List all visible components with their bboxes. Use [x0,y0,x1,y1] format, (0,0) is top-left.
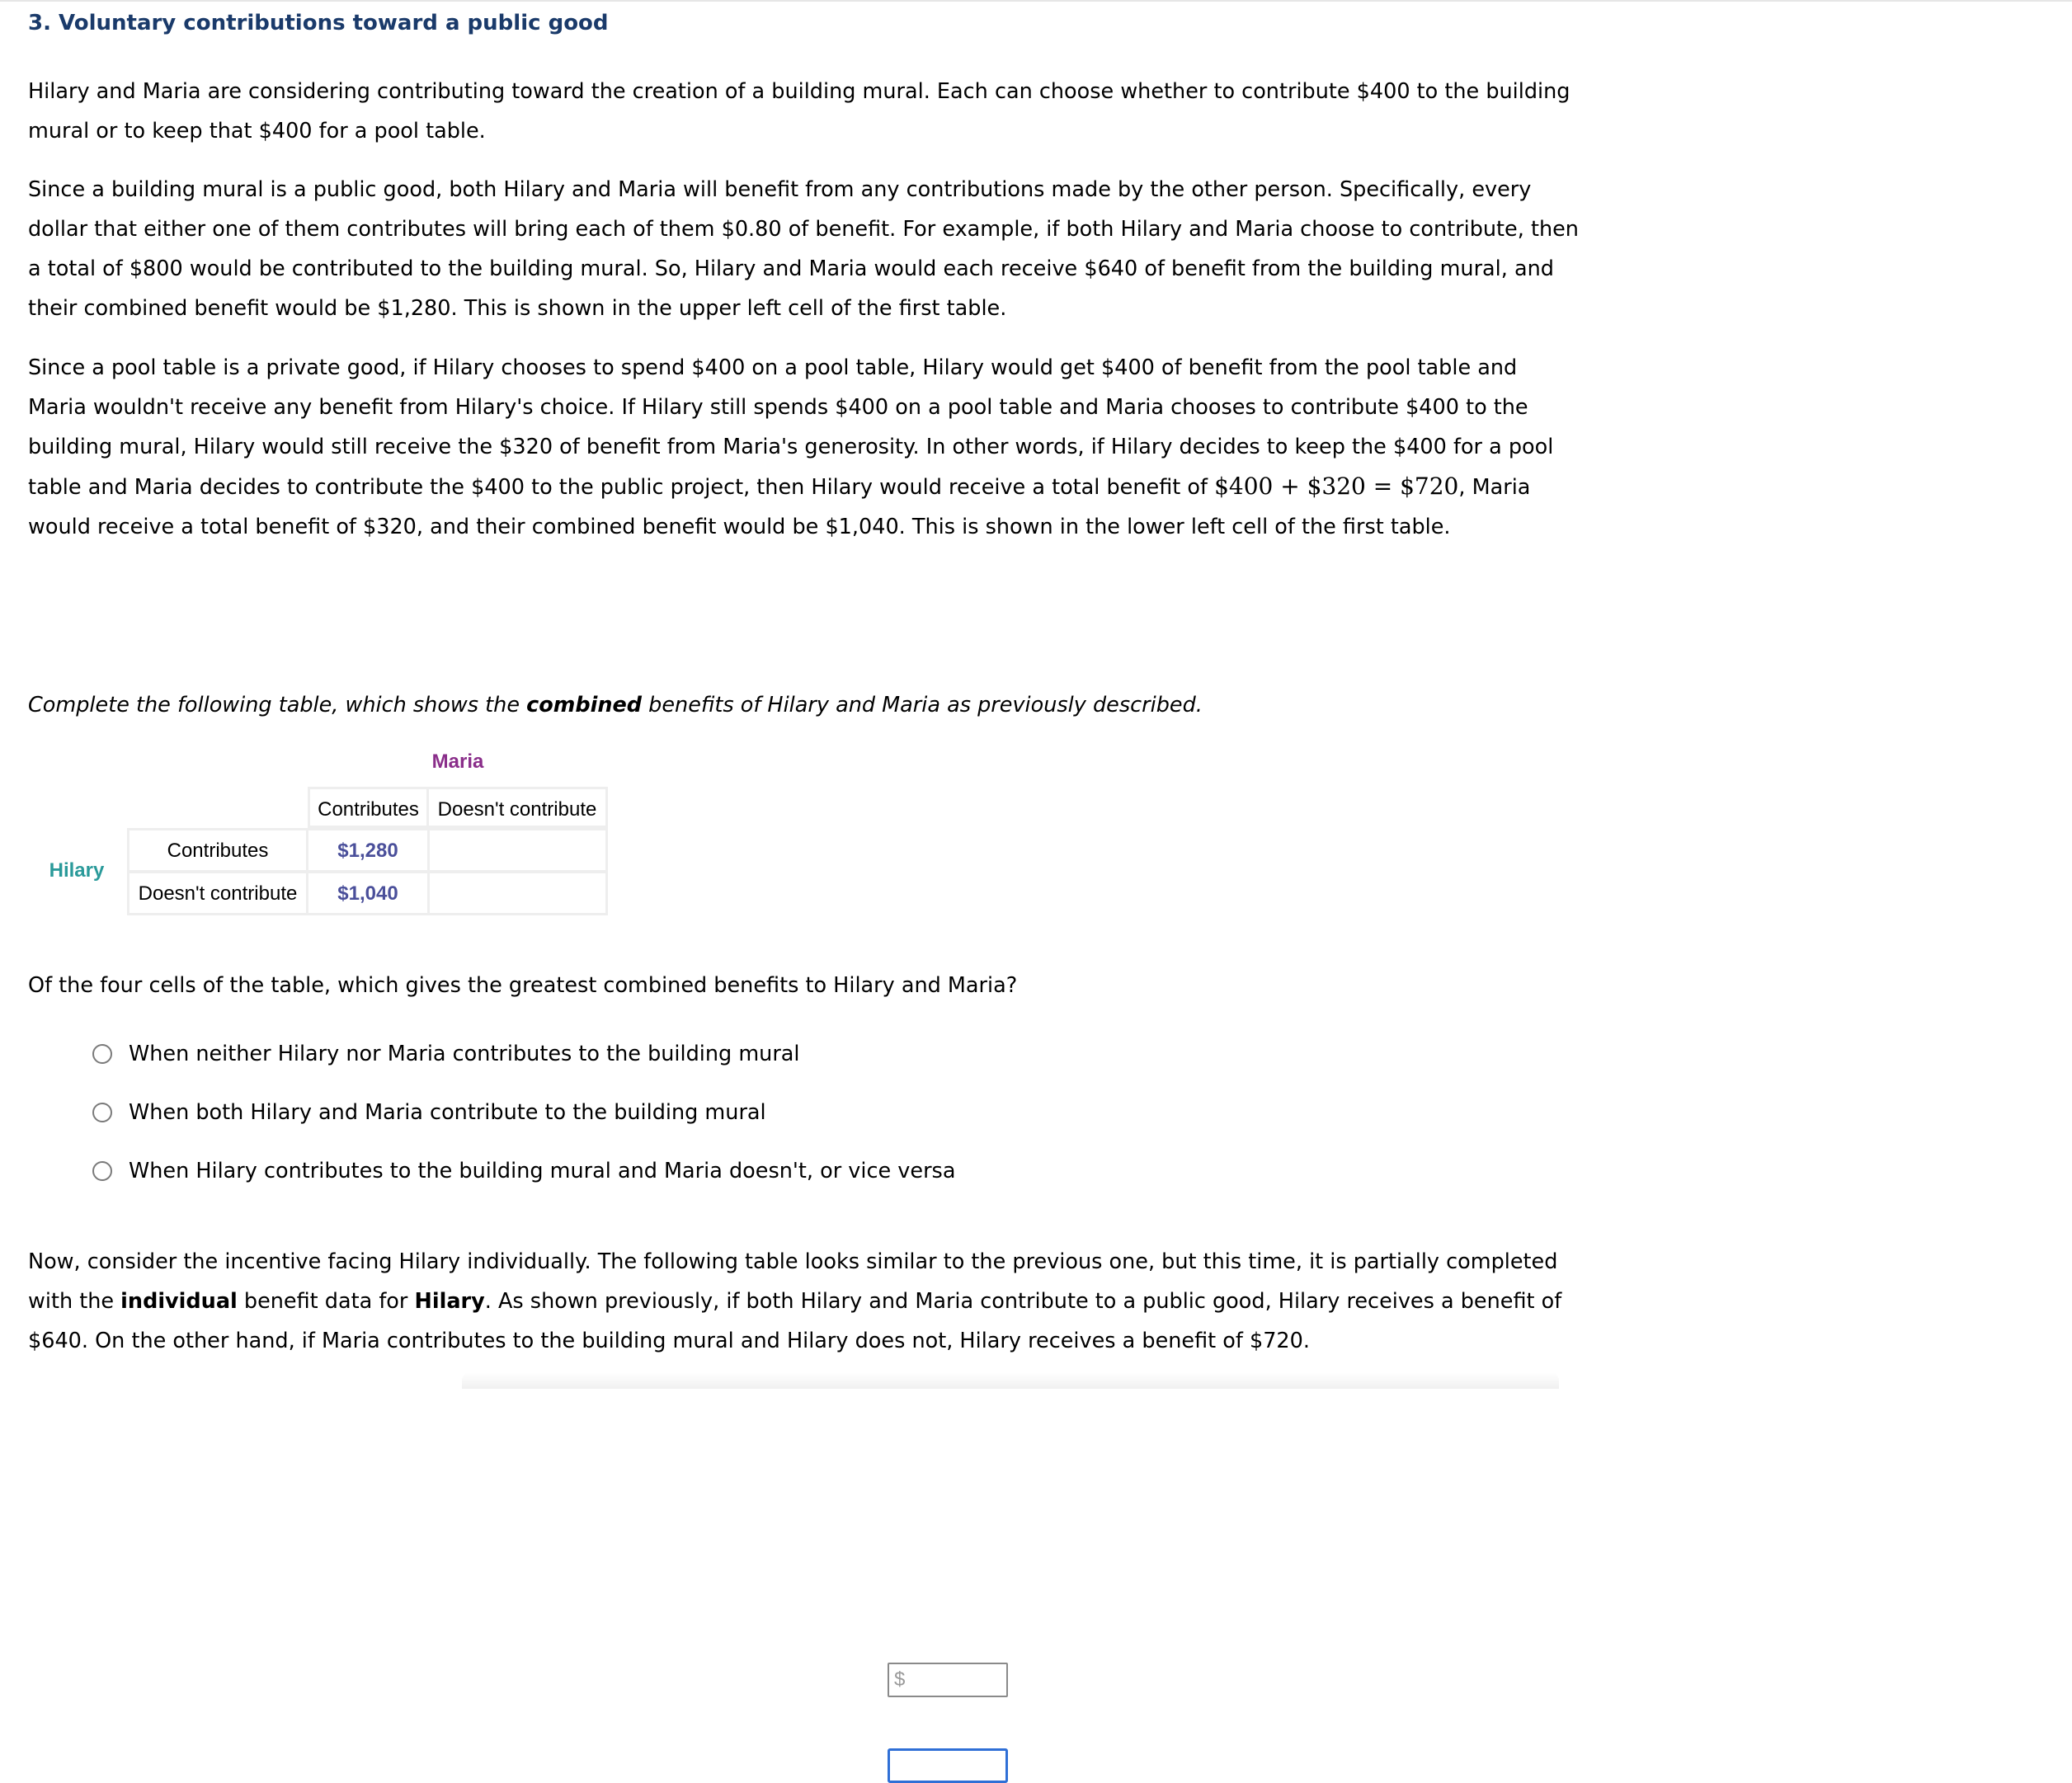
question-title: 3. Voluntary contributions toward a public good [28,11,609,35]
next-text-2: benefit data for [237,1289,415,1314]
row-header-contributes: Contributes [127,828,308,873]
cell-neither-contributes [427,871,608,915]
next-text-1: Now, consider the incentive facing Hilary individually. The following table looks similar to the previous one, but this time, it is partially completed with the [28,1249,1558,1314]
radio-button[interactable] [92,1103,112,1122]
intro-paragraph-1: Hilary and Maria are considering contributing toward the creation of a building mural. Each can choose whether to contribute $400 to the building mural or to keep that $400 for a pool table. [28,79,1570,143]
row-player-label: Hilary [49,859,105,882]
col-header-doesnt-contribute: Doesn't contribute [426,787,608,828]
instruction-text-after: benefits of Hilary and Maria as previously described. [642,693,1203,717]
option-label[interactable]: When neither Hilary nor Maria contributes to the building mural [129,1042,800,1066]
next-bold-2: Hilary [414,1289,485,1314]
instruction-text-before: Complete the following table, which shows the [28,693,527,717]
question-text: Of the four cells of the table, which gives the greatest combined benefits to Hilary and Maria? [28,973,1018,998]
radio-button[interactable] [92,1044,112,1064]
instruction-bold: combined [526,693,643,717]
col-header-contributes: Contributes [308,787,429,828]
next-section-paragraph [28,1242,1579,1361]
next-bold-1: individual [120,1289,238,1314]
option-label[interactable]: When Hilary contributes to the building mural and Maria doesn't, or vice versa [129,1159,956,1183]
p3-text-before: Since a pool table is a private good, if Hilary chooses to spend $400 on a pool table, Hilary would get $400 of benefit from the pool table and Maria wouldn't receive any benefit from Hilary's choice. If Hilary still spends $400 on a pool table and Maria chooses to contribute $400 to the building mural, Hilary would still receive the $320 of benefit from Maria's generosity. In other words, if Hilary decides to keep the $400 for a pool table and Maria decides to contribute the $400 to the public project, then Hilary would receive a total benefit of [28,355,1554,500]
row-header-doesnt-contribute: Doesn't contribute [127,871,308,915]
top-divider [0,0,2072,2]
cell-both-contribute: $1,280 [306,828,430,873]
bottom-scroll-shadow [462,1372,1559,1389]
answer-option-neither[interactable] [92,1039,800,1069]
answer-option-one-contributes[interactable] [92,1156,955,1186]
table-instruction [28,690,1203,720]
column-player-label: Maria [431,750,484,773]
combined-benefit-input-hilary-only[interactable]: $ [888,1663,1008,1697]
combined-benefit-input-neither[interactable] [888,1748,1008,1783]
cell-maria-only-contributes: $1,040 [306,871,430,915]
next-text-3: . As shown previously, if both Hilary and Maria contribute to a public good, Hilary receives a benefit of $640. On the other hand, if Maria contributes to the building mural and Hilary does not, Hilary receives a benefit of $720. [28,1289,1562,1353]
p3-equation: $400 + $320 = $720 [1214,473,1459,500]
intro-paragraph-2: Since a building mural is a public good, both Hilary and Maria will benefit from any contributions made by the other person. Specifically, every dollar that either one of them contributes will bring each of them $0.80 of benefit. For example, if both Hilary and Maria choose to contribute, then a total of $800 would be contributed to the building mural. So, Hilary and Maria would each receive $640 of benefit from the building mural, and their combined benefit would be $1,280. This is shown in the upper left cell of the first table. [28,177,1579,321]
intro-paragraph-3 [28,348,1579,547]
answer-option-both[interactable] [92,1098,766,1127]
p3-text-after: , Maria would receive a total benefit of $320, and their combined benefit would be $1,040. This is shown in the lower left cell of the first table. [28,475,1531,539]
option-label[interactable]: When both Hilary and Maria contribute to the building mural [129,1100,766,1125]
radio-button[interactable] [92,1161,112,1181]
